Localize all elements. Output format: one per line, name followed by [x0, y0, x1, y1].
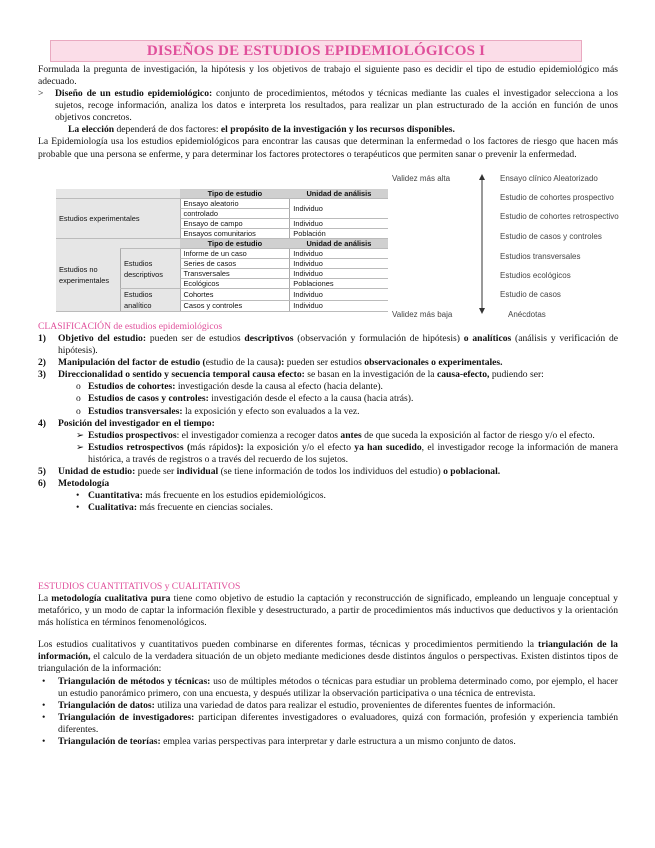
- item-number: 4): [38, 417, 46, 429]
- sub-text: la exposición y efecto son evaluados a la vez.: [182, 405, 360, 417]
- eleccion-t1: dependerá de dos factores:: [114, 124, 221, 136]
- item-text: pueden ser de estudios: [146, 333, 245, 345]
- sub-bold: ya han sucedido: [354, 441, 422, 453]
- sub-bold: Estudios retrospectivos (: [88, 441, 191, 453]
- epi-paragraph: La Epidemiología usa los estudios epidemiológicos para encontrar las causas que determinan la enfermedad o los factores de riesgo que hacen más probable que una persona se enferme, y para determinar los factores protectores o terapéuticos que permiten sanar o prevenir la enfermedad.: [38, 136, 618, 160]
- study-types-table: [56, 189, 388, 312]
- diseno-item: [38, 88, 618, 124]
- para-bold: metodología cualitativa pura: [51, 593, 171, 605]
- dot-bullet-icon: •: [42, 735, 46, 747]
- sub-item-retrospectivos: [76, 442, 618, 466]
- sub-bold: ):: [237, 441, 244, 453]
- table-cell: Individuo: [290, 259, 388, 269]
- table-cell: Individuo: [290, 300, 388, 312]
- sub-bold: Estudios prospectivos: [88, 429, 177, 441]
- para-bold: triangulación de la información,: [38, 639, 618, 663]
- item-text: puede ser: [135, 465, 177, 477]
- circle-bullet-icon: o: [76, 405, 81, 417]
- cuali-section: [38, 581, 618, 748]
- diseno-text: [55, 88, 618, 124]
- table-cell: Individuo: [290, 289, 388, 301]
- item-text: se basan en la investigación de la: [304, 369, 437, 381]
- item-text: (observación y formulación de hipótesis): [293, 333, 464, 345]
- clasif-item-5: [38, 466, 618, 478]
- clasif-item-1: [38, 333, 618, 357]
- dot-bullet-icon: •: [42, 711, 46, 723]
- table-cell: Ensayo aleatorio: [180, 199, 290, 209]
- circle-bullet-icon: o: [76, 393, 81, 405]
- para-text: tiene como objetivo de estudio la captación y reconstrucción de significado, empleando un lenguaje conceptual y metafórico, y un modo de captar la información flexible y desestructurado, a partir de procedimientos más inductivos que deductivos y la orientación más holística en términos fenomenológicos.: [38, 593, 618, 629]
- scale-item: Estudio de casos: [500, 290, 561, 299]
- arrow-bullet-icon: >: [38, 88, 44, 100]
- item-bold: individual: [176, 465, 219, 477]
- item-bold: observacionales o experimentales.: [364, 357, 503, 369]
- sub-text: investigación desde la causa al efecto (hacia delante).: [175, 381, 383, 393]
- sub-text: más rápidos: [190, 441, 238, 453]
- item-bold: causa-efecto,: [436, 369, 490, 381]
- scale-item: Estudios ecológicos: [500, 271, 571, 280]
- validity-scale: [390, 174, 640, 324]
- table-cell: Ecológicos: [180, 279, 290, 289]
- arrow-bullet-icon: ➢: [76, 429, 85, 441]
- sub-text: la exposición y/o el efecto: [243, 441, 355, 453]
- sub-bold: antes: [340, 429, 362, 441]
- triang-text: uso de múltiples métodos o técnicas para estudiar un problema determinado como, por ejemplo, el hacer un estudio panorámico primero, con una encuesta, y después utilizar la observación participativa o una técnica de entrevista.: [58, 675, 619, 699]
- clasif-item-2: [38, 357, 618, 369]
- table-cell: Ensayos comunitarios: [180, 229, 290, 239]
- scale-arrow-icon: [476, 174, 488, 314]
- table-cell: Cohortes: [180, 289, 290, 301]
- scale-top-label: Validez más alta: [392, 174, 451, 183]
- page-title: DISEÑOS DE ESTUDIOS EPIDEMIOLÓGICOS I: [146, 42, 486, 59]
- table-cell: Transversales: [180, 269, 290, 279]
- item-bold: ):: [277, 357, 285, 369]
- triang-item-investigadores: [38, 712, 618, 736]
- dot-bullet-icon: •: [42, 675, 46, 687]
- sub-bold: Cuantitativa:: [88, 490, 143, 502]
- item-number: 5): [38, 465, 46, 477]
- triang-text: participan diferentes investigadores o evaluadores, quizá con formación, profesión y experiencia también diferentes.: [58, 711, 618, 735]
- para-text: Los estudios cualitativos y cuantitativos pueden combinarse en diferentes formas, técnicas y procedimientos permitiendo la: [38, 639, 538, 651]
- item-bold: Manipulación del factor de estudio (: [58, 357, 206, 369]
- dot-bullet-icon: •: [76, 490, 80, 502]
- sub-item-cohortes: [76, 381, 618, 393]
- table-cell: Ensayo de campo: [180, 219, 290, 229]
- table-header-unidad-2: Unidad de análisis: [290, 239, 388, 249]
- item-bold: Direccionalidad o sentido y secuencia temporal causa efecto:: [58, 369, 305, 381]
- item-bold: descriptivos: [244, 333, 294, 345]
- item-bold: Objetivo del estudio:: [58, 333, 147, 345]
- circle-bullet-icon: o: [76, 381, 81, 393]
- sub-item-prospectivos: [76, 430, 618, 442]
- item-number: 6): [38, 478, 46, 490]
- sub-text: más frecuente en los estudios epidemiológicos.: [142, 490, 326, 502]
- clasif-item-4: [38, 418, 618, 430]
- desc-label: Estudios descriptivos: [120, 249, 180, 289]
- table-cell: Series de casos: [180, 259, 290, 269]
- para-text: el calculo de la verdadera situación de un objeto mediante mediciones desde distintos ángulos o perspectivas. Existen distintos tipos de triangulación de la información:: [38, 651, 618, 675]
- intro-section: [38, 64, 618, 161]
- triang-text: emplea varias perspectivas para interpretar y darle estructura a un mismo conjunto de datos.: [160, 735, 516, 747]
- table-header-tipo: Tipo de estudio: [180, 189, 290, 199]
- dot-bullet-icon: •: [42, 699, 46, 711]
- item-bold: Unidad de estudio:: [58, 465, 136, 477]
- scale-item: Estudios transversales: [500, 252, 581, 261]
- mix-paragraph: [38, 639, 618, 675]
- table-cell: Informe de un caso: [180, 249, 290, 259]
- clasif-item-3: [38, 369, 618, 381]
- sub-text: más frecuente en ciencias sociales.: [137, 502, 273, 514]
- diseno-bold: Diseño de un estudio epidemiológico:: [55, 88, 213, 100]
- cuali-paragraph: [38, 593, 618, 629]
- noexp-label: Estudios no experimentales: [56, 239, 120, 312]
- eleccion-b1: La elección: [68, 124, 115, 136]
- exp-label: Estudios experimentales: [56, 199, 180, 239]
- sub-bold: Estudios de cohortes:: [88, 381, 176, 393]
- table-cell: Población: [290, 229, 388, 239]
- item-text: pudiendo ser:: [489, 369, 544, 381]
- title-box: [50, 40, 582, 62]
- item-text: (se tiene información de todos los individuos del estudio): [218, 465, 444, 477]
- scale-item: Ensayo clínico Aleatorizado: [500, 174, 598, 183]
- scale-item: Anécdotas: [508, 310, 546, 319]
- item-number: 2): [38, 357, 46, 369]
- triang-bold: Triangulación de datos:: [58, 699, 155, 711]
- triang-bold: Triangulación de teorías:: [58, 735, 161, 747]
- sub-item-transversales: [76, 406, 618, 418]
- table-cell: Casos y controles: [180, 300, 290, 312]
- item-bold: o analíticos: [463, 333, 512, 345]
- intro-paragraph: Formulada la pregunta de investigación, la hipótesis y los objetivos de trabajo el siguiente paso es decidir el tipo de estudio epidemiológico más adecuado.: [38, 64, 618, 88]
- sub-item-cualitativa: [76, 502, 618, 514]
- item-text: pueden ser estudios: [284, 357, 365, 369]
- sub-text: , el investigador recoge la información de manera histórica, a través de registros o a través del recuerdo de los sujetos.: [88, 441, 618, 465]
- table-cell: Individuo: [290, 219, 388, 229]
- triang-text: utiliza una variedad de datos para realizar el estudio, provenientes de diferentes fuentes de información.: [154, 699, 556, 711]
- item-number: 1): [38, 333, 46, 345]
- item-bold: Posición del investigador en el tiempo:: [58, 417, 215, 429]
- scale-item: Estudio de cohortes prospectivo: [500, 193, 614, 202]
- table-header-unidad: Unidad de análisis: [290, 189, 388, 199]
- table-cell: Individuo: [290, 249, 388, 259]
- item-number: 3): [38, 369, 46, 381]
- triang-item-metodos: [38, 676, 618, 700]
- table-cell: Individuo: [290, 269, 388, 279]
- sub-bold: Estudios de casos y controles:: [88, 393, 209, 405]
- scale-item: Estudio de casos y controles: [500, 232, 602, 241]
- table-header-tipo-2: Tipo de estudio: [180, 239, 290, 249]
- item-bold: Metodología: [58, 478, 110, 490]
- triang-bold: Triangulación de métodos y técnicas:: [58, 675, 211, 687]
- sub-text: investigación desde el efecto a la causa (hacia atrás).: [208, 393, 414, 405]
- triang-bold: Triangulación de investigadores:: [58, 711, 195, 723]
- anal-label: Estudios analítico: [120, 289, 180, 312]
- scale-item: Estudio de cohortes retrospectivo: [500, 212, 619, 221]
- item-text: (análisis y verificación de hipótesis).: [58, 333, 619, 357]
- sub-item-cuantitativa: [76, 490, 618, 502]
- clasif-section: [38, 321, 618, 514]
- dot-bullet-icon: •: [76, 502, 80, 514]
- sub-text: : el investigador comienza a recoger datos: [176, 429, 341, 441]
- diseno-desc: conjunto de procedimientos, métodos y técnicas mediante las cuales el investigador selecciona a los sujetos, recoge información, analiza los datos e interpreta los resultados, para realizar un plan estructurado de la acción en función de unos objetivos concretos.: [55, 88, 618, 124]
- sub-text: de que suceda la exposición al factor de riesgo y/o el efecto.: [361, 429, 595, 441]
- item-text: estudio de la causa: [205, 357, 278, 369]
- scale-bottom-label: Validez más baja: [392, 310, 453, 319]
- table-cell: Individuo: [290, 199, 388, 219]
- triang-item-datos: [38, 700, 618, 712]
- arrow-bullet-icon: ➢: [76, 441, 85, 453]
- item-bold: o poblacional.: [443, 465, 501, 477]
- cuali-heading: ESTUDIOS CUANTITATIVOS y CUALITATIVOS: [38, 581, 241, 592]
- table-cell: controlado: [180, 209, 290, 219]
- eleccion-paragraph: [38, 124, 618, 136]
- table-cell: Poblaciones: [290, 279, 388, 289]
- para-text: La: [38, 593, 52, 605]
- sub-bold: Cualitativa:: [88, 502, 138, 514]
- eleccion-b2: el propósito de la investigación y los recursos disponibles.: [220, 124, 455, 136]
- sub-item-casos: [76, 393, 618, 405]
- clasif-item-6: [38, 478, 618, 490]
- sub-bold: Estudios transversales:: [88, 405, 183, 417]
- triang-item-teorias: [38, 736, 618, 748]
- clasif-heading: CLASIFICACIÓN de estudios epidemiológicos: [38, 321, 223, 332]
